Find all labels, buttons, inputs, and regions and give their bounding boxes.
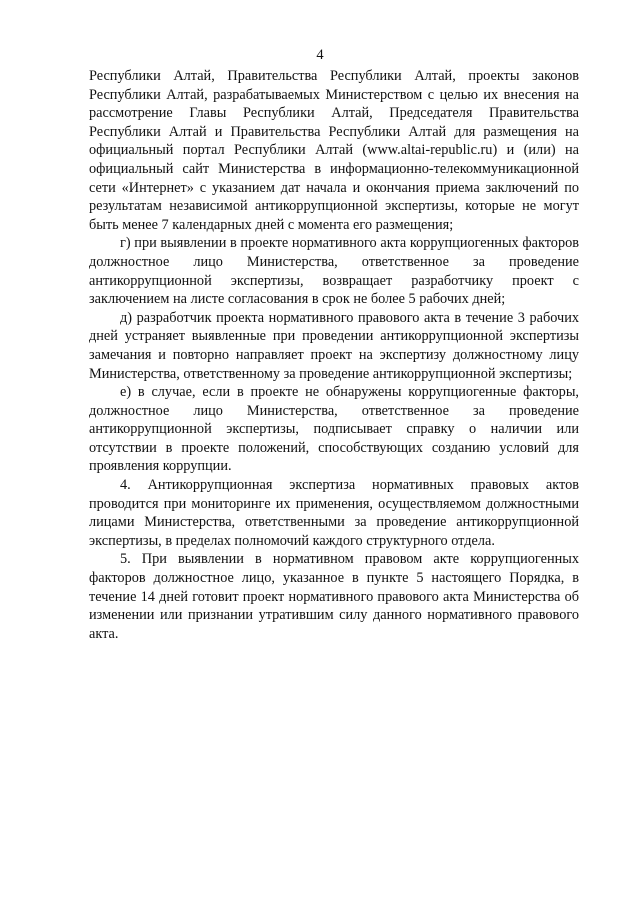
paragraph-continuation: Республики Алтай, Правительства Республики Алтай, проекты законов Республики Алтай, разрабатываемых Министерством с целью их внесения на рассмотрение Главы Республики Алтай, Председателя Правительства Республики Алтай и Правительства Республики Алтай для размещения на официальный портал Республики Алтай (www.altai-republic.ru) и (или) на официальный сайт Министерства в информационно-телекоммуникационной сети «Интернет» с указанием дат начала и окончания приема заключений по результатам независимой антикоррупционной экспертизы, которые не могут быть менее 7 календарных дней с момента его размещения; — [89, 68, 579, 233]
paragraph-section-5: 5. При выявлении в нормативном правовом акте коррупциогенных факторов должностное лицо, указанное в пункте 5 настоящего Порядка, в течение 14 дней готовит проект нормативного правового акта Министерства об изменении или признании утратившим силу данного нормативного правового акта. — [89, 551, 579, 642]
paragraph-section-4: 4. Антикоррупционная экспертиза нормативных правовых актов проводится при мониторинге их применения, осуществляемом должностными лицами Министерства, ответственными за проведение антикоррупционной экспертизы, в пределах полномочий каждого структурного отдела. — [89, 477, 579, 549]
paragraph-item-d: д) разработчик проекта нормативного правового акта в течение 3 рабочих дней устраняет выявленные при проведении антикоррупционной экспертизы замечания и повторно направляет проект на экспертизу должностному лицу Министерства, ответственному за проведение антикоррупционной экспертизы; — [89, 309, 579, 382]
page-number: 4 — [316, 47, 324, 63]
document-body — [89, 67, 579, 643]
paragraph-item-e: е) в случае, если в проекте не обнаружены коррупциогенные факторы, должностное лицо Министерства, ответственное за проведение антикоррупционной экспертизы, подписывает справку о наличии или отсутствии в проекте положений, способствующих созданию условий для проявления коррупции. — [89, 384, 579, 475]
paragraph-item-g: г) при выявлении в проекте нормативного акта коррупциогенных факторов должностное лицо Министерства, ответственное за проведение антикоррупционной экспертизы, возвращает разработчику проект с заключением на листе согласования в срок не более 5 рабочих дней; — [89, 235, 579, 308]
